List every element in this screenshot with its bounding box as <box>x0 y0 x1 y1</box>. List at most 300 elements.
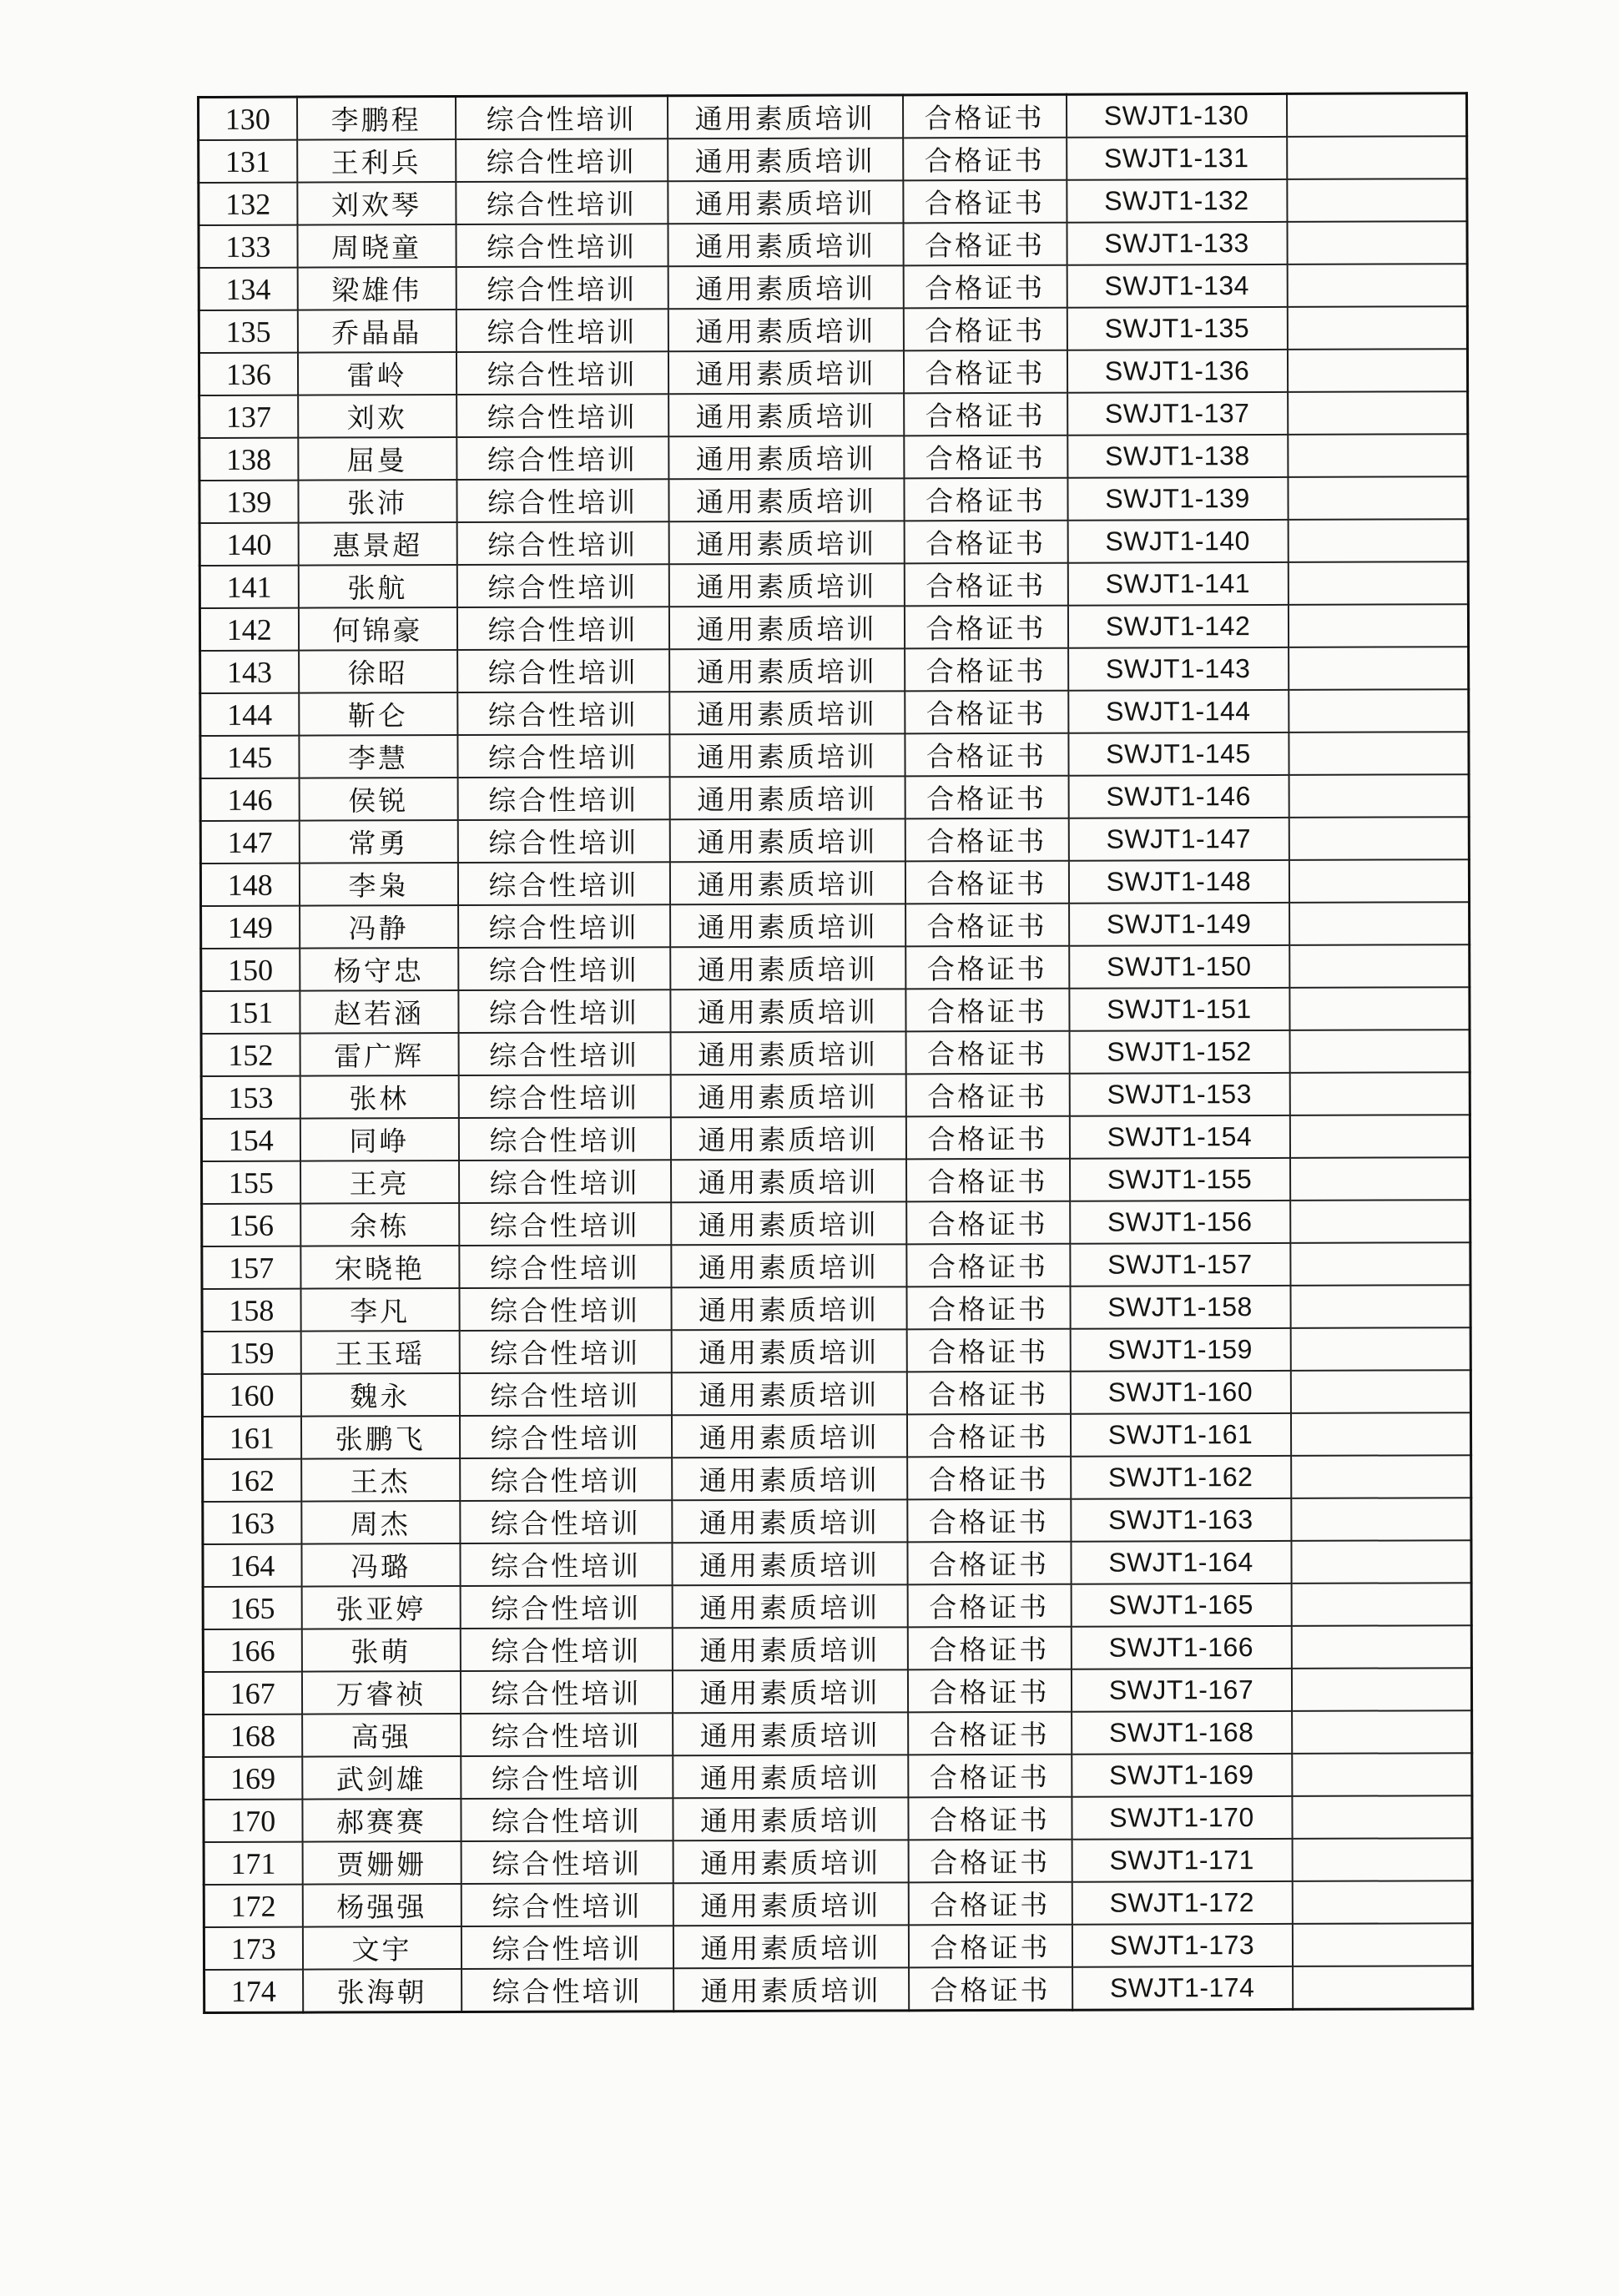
trainee-name: 刘欢琴 <box>297 182 456 225</box>
certificate-code: SWJT1-154 <box>1069 1115 1289 1159</box>
training-type: 综合性培训 <box>456 266 668 310</box>
row-number: 150 <box>201 949 300 991</box>
row-number: 169 <box>204 1757 302 1800</box>
table-row <box>200 817 1469 864</box>
table-row <box>200 732 1469 778</box>
table-row <box>203 1540 1471 1587</box>
row-number: 142 <box>199 608 298 651</box>
table-row <box>200 689 1469 736</box>
certificate-type: 合格证书 <box>905 989 1069 1032</box>
table-row <box>204 1710 1472 1757</box>
certificate-code: SWJT1-152 <box>1069 1030 1289 1074</box>
training-type: 综合性培训 <box>456 521 668 565</box>
training-type: 综合性培训 <box>460 1628 672 1671</box>
row-number: 154 <box>201 1119 300 1161</box>
table-row <box>199 434 1468 481</box>
trainee-name: 侯锐 <box>299 778 457 821</box>
course-name: 通用素质培训 <box>670 1031 905 1075</box>
remarks-cell <box>1290 1370 1470 1413</box>
certificate-type: 合格证书 <box>903 308 1067 351</box>
certificate-code: SWJT1-149 <box>1069 903 1289 946</box>
course-name: 通用素质培训 <box>670 989 905 1032</box>
certificate-type: 合格证书 <box>907 1499 1071 1543</box>
certificate-code: SWJT1-146 <box>1068 775 1289 818</box>
certificate-code: SWJT1-145 <box>1068 733 1289 776</box>
row-number: 166 <box>203 1629 301 1672</box>
certificate-type: 合格证书 <box>906 1329 1070 1372</box>
trainee-name: 屈曼 <box>298 437 456 481</box>
course-name: 通用素质培训 <box>669 691 905 734</box>
training-type: 综合性培训 <box>461 1926 673 1969</box>
remarks-cell <box>1289 647 1469 690</box>
certificate-code: SWJT1-138 <box>1067 435 1288 478</box>
trainee-name: 贾姗姗 <box>302 1841 461 1885</box>
course-name: 通用素质培训 <box>672 1457 907 1500</box>
row-number: 163 <box>203 1502 301 1544</box>
certificate-type: 合格证书 <box>903 138 1067 181</box>
remarks-cell <box>1291 1625 1471 1669</box>
certificate-code: SWJT1-153 <box>1069 1073 1289 1116</box>
trainee-name: 惠景超 <box>298 522 456 566</box>
table-row <box>202 1157 1470 1204</box>
remarks-cell <box>1290 1327 1470 1371</box>
certificate-type: 合格证书 <box>905 733 1068 777</box>
remarks-cell <box>1288 561 1468 605</box>
remarks-cell <box>1290 1200 1470 1243</box>
trainee-name: 武剑雄 <box>302 1756 461 1800</box>
training-type: 综合性培训 <box>459 1160 671 1203</box>
table-row <box>199 93 1467 140</box>
trainee-name: 万睿祯 <box>301 1671 460 1714</box>
remarks-cell <box>1290 1242 1470 1286</box>
remarks-cell <box>1289 732 1469 775</box>
row-number: 164 <box>203 1544 301 1587</box>
row-number: 167 <box>203 1672 301 1714</box>
trainee-name: 李枭 <box>299 863 457 906</box>
table-row <box>200 647 1469 693</box>
certificate-code: SWJT1-131 <box>1067 137 1287 180</box>
row-number: 152 <box>201 1034 300 1076</box>
certificate-type: 合格证书 <box>905 861 1068 904</box>
remarks-cell <box>1289 1072 1470 1115</box>
course-name: 通用素质培训 <box>670 1116 905 1160</box>
training-type: 综合性培训 <box>456 138 668 182</box>
trainee-name: 高强 <box>302 1714 461 1757</box>
course-name: 通用素质培训 <box>669 733 905 777</box>
remarks-cell <box>1293 1966 1473 2009</box>
training-type: 综合性培训 <box>456 309 668 352</box>
course-name: 通用素质培训 <box>672 1499 907 1543</box>
certificate-code: SWJT1-173 <box>1072 1924 1292 1967</box>
certificate-roster-table <box>197 92 1474 2014</box>
certificate-code: SWJT1-142 <box>1067 605 1288 648</box>
certificate-type: 合格证书 <box>904 606 1067 649</box>
table-row <box>203 1455 1471 1502</box>
trainee-name: 冯璐 <box>301 1543 460 1587</box>
training-type: 综合性培训 <box>458 989 670 1033</box>
roster-body <box>199 93 1473 2013</box>
certificate-type: 合格证书 <box>903 223 1067 266</box>
trainee-name: 李慧 <box>299 735 457 778</box>
remarks-cell <box>1289 1030 1470 1073</box>
table-row <box>199 306 1467 353</box>
table-row <box>199 391 1468 438</box>
table-row <box>202 1327 1470 1374</box>
remarks-cell <box>1292 1881 1472 1924</box>
trainee-name: 张亚婷 <box>301 1586 460 1629</box>
certificate-code: SWJT1-134 <box>1067 264 1287 308</box>
certificate-code: SWJT1-150 <box>1069 945 1289 989</box>
row-number: 140 <box>199 523 298 566</box>
row-number: 130 <box>199 97 297 140</box>
row-number: 131 <box>199 140 297 183</box>
certificate-code: SWJT1-167 <box>1071 1669 1291 1712</box>
row-number: 144 <box>200 693 299 736</box>
course-name: 通用素质培训 <box>673 1925 908 1968</box>
certificate-type: 合格证书 <box>905 691 1068 734</box>
row-number: 141 <box>199 566 298 608</box>
certificate-code: SWJT1-141 <box>1067 562 1288 606</box>
certificate-code: SWJT1-164 <box>1071 1541 1291 1584</box>
trainee-name: 张林 <box>300 1075 458 1119</box>
certificate-code: SWJT1-158 <box>1070 1286 1290 1329</box>
training-type: 综合性培训 <box>457 777 669 820</box>
remarks-cell <box>1292 1838 1472 1881</box>
table-row <box>199 349 1467 395</box>
table-row <box>199 519 1468 566</box>
remarks-cell <box>1288 519 1468 562</box>
certificate-type: 合格证书 <box>904 393 1067 436</box>
training-type: 综合性培训 <box>459 1202 671 1246</box>
table-row <box>200 859 1469 906</box>
trainee-name: 李凡 <box>300 1288 459 1332</box>
certificate-code: SWJT1-163 <box>1071 1498 1291 1542</box>
certificate-type: 合格证书 <box>905 776 1068 819</box>
table-row <box>199 561 1468 608</box>
table-row <box>202 1412 1470 1459</box>
course-name: 通用素质培训 <box>668 478 904 521</box>
course-name: 通用素质培训 <box>668 606 904 649</box>
certificate-type: 合格证书 <box>907 1457 1071 1500</box>
row-number: 158 <box>202 1289 300 1332</box>
table-row <box>201 944 1470 991</box>
certificate-code: SWJT1-135 <box>1067 307 1287 350</box>
training-type: 综合性培训 <box>458 1032 670 1075</box>
trainee-name: 郝赛赛 <box>302 1799 461 1842</box>
course-name: 通用素质培训 <box>670 904 905 947</box>
certificate-type: 合格证书 <box>908 1882 1072 1926</box>
remarks-cell <box>1289 1115 1470 1158</box>
certificate-code: SWJT1-160 <box>1070 1371 1290 1414</box>
remarks-cell <box>1289 774 1469 818</box>
certificate-type: 合格证书 <box>903 265 1067 309</box>
course-name: 通用素质培训 <box>671 1244 906 1287</box>
table-row <box>199 136 1467 183</box>
training-type: 综合性培训 <box>459 1330 671 1373</box>
trainee-name: 王玉瑶 <box>300 1331 459 1374</box>
training-type: 综合性培训 <box>456 181 668 224</box>
training-type: 综合性培训 <box>459 1415 671 1458</box>
trainee-name: 张萌 <box>301 1629 460 1672</box>
row-number: 151 <box>201 991 300 1034</box>
certificate-code: SWJT1-143 <box>1068 647 1289 691</box>
training-type: 综合性培训 <box>456 564 668 607</box>
trainee-name: 魏永 <box>300 1373 459 1417</box>
training-type: 综合性培训 <box>456 394 668 437</box>
row-number: 156 <box>202 1204 300 1246</box>
training-type: 综合性培训 <box>460 1458 672 1501</box>
course-name: 通用素质培训 <box>670 946 905 989</box>
course-name: 通用素质培训 <box>669 818 905 862</box>
training-type: 综合性培训 <box>460 1500 672 1543</box>
certificate-code: SWJT1-162 <box>1071 1456 1291 1499</box>
training-type: 综合性培训 <box>461 1968 673 2012</box>
certificate-type: 合格证书 <box>905 904 1069 947</box>
course-name: 通用素质培训 <box>671 1201 906 1245</box>
certificate-type: 合格证书 <box>908 1925 1072 1968</box>
certificate-code: SWJT1-174 <box>1072 1966 1293 2010</box>
trainee-name: 雷广辉 <box>300 1033 458 1076</box>
training-type: 综合性培训 <box>456 96 668 139</box>
training-type: 综合性培训 <box>460 1543 672 1586</box>
remarks-cell <box>1291 1455 1471 1498</box>
training-type: 综合性培训 <box>461 1840 673 1884</box>
table-row <box>202 1242 1470 1289</box>
trainee-name: 梁雄伟 <box>297 267 456 310</box>
remarks-cell <box>1288 391 1468 435</box>
trainee-name: 雷岭 <box>297 352 456 395</box>
course-name: 通用素质培训 <box>673 1967 909 2011</box>
row-number: 137 <box>199 395 298 438</box>
certificate-code: SWJT1-148 <box>1068 860 1289 904</box>
certificate-type: 合格证书 <box>905 1074 1069 1117</box>
certificate-code: SWJT1-140 <box>1067 520 1288 563</box>
training-type: 综合性培训 <box>461 1755 673 1799</box>
course-name: 通用素质培训 <box>672 1584 907 1628</box>
document-sheet <box>197 92 1471 2014</box>
row-number: 160 <box>202 1374 300 1417</box>
course-name: 通用素质培训 <box>669 776 905 819</box>
remarks-cell <box>1292 1710 1472 1754</box>
trainee-name: 靳仑 <box>299 692 457 736</box>
row-number: 132 <box>199 183 297 225</box>
trainee-name: 杨强强 <box>302 1884 461 1927</box>
row-number: 139 <box>199 481 298 523</box>
course-name: 通用素质培训 <box>673 1712 908 1755</box>
table-row <box>199 476 1468 523</box>
remarks-cell <box>1289 902 1470 945</box>
certificate-code: SWJT1-170 <box>1072 1796 1292 1840</box>
course-name: 通用素质培训 <box>668 138 903 181</box>
training-type: 综合性培训 <box>460 1670 672 1714</box>
certificate-type: 合格证书 <box>906 1159 1070 1202</box>
row-number: 161 <box>202 1417 300 1459</box>
remarks-cell <box>1287 264 1467 307</box>
trainee-name: 张海朝 <box>303 1969 461 2012</box>
certificate-code: SWJT1-155 <box>1070 1158 1290 1201</box>
certificate-code: SWJT1-151 <box>1069 988 1289 1031</box>
trainee-name: 何锦豪 <box>298 607 456 651</box>
course-name: 通用素质培训 <box>668 180 903 224</box>
remarks-cell <box>1290 1157 1470 1201</box>
course-name: 通用素质培训 <box>672 1627 907 1670</box>
training-type: 综合性培训 <box>456 351 668 395</box>
course-name: 通用素质培训 <box>669 861 905 904</box>
certificate-type: 合格证书 <box>903 350 1067 394</box>
course-name: 通用素质培训 <box>668 521 904 564</box>
training-type: 综合性培训 <box>461 1883 673 1926</box>
course-name: 通用素质培训 <box>671 1414 906 1458</box>
row-number: 155 <box>202 1161 300 1204</box>
remarks-cell <box>1289 944 1470 988</box>
course-name: 通用素质培训 <box>673 1797 908 1840</box>
course-name: 通用素质培训 <box>671 1286 906 1330</box>
trainee-name: 张沛 <box>298 480 456 523</box>
certificate-code: SWJT1-171 <box>1072 1839 1292 1882</box>
certificate-type: 合格证书 <box>906 1372 1070 1415</box>
certificate-code: SWJT1-172 <box>1072 1881 1292 1925</box>
certificate-code: SWJT1-139 <box>1067 477 1288 521</box>
row-number: 168 <box>204 1714 302 1757</box>
row-number: 174 <box>204 1970 303 2013</box>
training-type: 综合性培训 <box>457 649 669 692</box>
training-type: 综合性培训 <box>459 1245 671 1288</box>
training-type: 综合性培训 <box>457 819 669 863</box>
row-number: 143 <box>200 651 299 693</box>
trainee-name: 乔晶晶 <box>297 310 456 353</box>
row-number: 135 <box>199 310 297 353</box>
table-row <box>201 1115 1470 1161</box>
trainee-name: 王亮 <box>300 1161 459 1204</box>
table-row <box>204 1753 1472 1800</box>
remarks-cell <box>1289 689 1469 733</box>
training-type: 综合性培训 <box>458 904 670 948</box>
training-type: 综合性培训 <box>458 947 670 990</box>
certificate-code: SWJT1-133 <box>1067 222 1287 265</box>
row-number: 170 <box>204 1800 302 1842</box>
certificate-type: 合格证书 <box>906 1286 1070 1330</box>
table-row <box>202 1200 1470 1246</box>
row-number: 153 <box>201 1076 300 1119</box>
certificate-type: 合格证书 <box>904 521 1067 564</box>
course-name: 通用素质培训 <box>673 1755 908 1798</box>
table-row <box>201 902 1470 949</box>
table-row <box>204 1838 1472 1885</box>
trainee-name: 刘欢 <box>298 395 456 438</box>
training-type: 综合性培训 <box>457 734 669 778</box>
certificate-type: 合格证书 <box>907 1669 1071 1713</box>
certificate-type: 合格证书 <box>903 94 1067 138</box>
trainee-name: 周杰 <box>301 1501 460 1544</box>
row-number: 172 <box>204 1885 302 1927</box>
row-number: 133 <box>199 225 297 268</box>
table-row <box>199 264 1467 310</box>
certificate-code: SWJT1-168 <box>1072 1711 1292 1755</box>
certificate-type: 合格证书 <box>904 478 1067 521</box>
table-row <box>204 1881 1472 1927</box>
course-name: 通用素质培训 <box>670 1074 905 1117</box>
certificate-type: 合格证书 <box>903 180 1067 224</box>
trainee-name: 冯静 <box>300 905 458 949</box>
training-type: 综合性培训 <box>461 1798 673 1841</box>
table-row <box>201 1072 1470 1119</box>
row-number: 157 <box>202 1246 300 1289</box>
certificate-code: SWJT1-137 <box>1067 392 1288 436</box>
row-number: 138 <box>199 438 298 481</box>
remarks-cell <box>1288 604 1468 647</box>
row-number: 171 <box>204 1842 302 1885</box>
certificate-code: SWJT1-136 <box>1067 350 1287 393</box>
row-number: 173 <box>204 1927 302 1970</box>
certificate-type: 合格证书 <box>905 648 1068 692</box>
course-name: 通用素质培训 <box>671 1159 906 1202</box>
remarks-cell <box>1286 93 1466 137</box>
certificate-code: SWJT1-156 <box>1070 1201 1290 1244</box>
remarks-cell <box>1287 306 1467 350</box>
row-number: 149 <box>201 906 300 949</box>
table-row <box>199 604 1468 651</box>
row-number: 165 <box>203 1587 301 1629</box>
training-type: 综合性培训 <box>457 692 669 735</box>
table-row <box>203 1498 1471 1544</box>
remarks-cell <box>1291 1583 1471 1626</box>
trainee-name: 文宇 <box>302 1926 461 1970</box>
remarks-cell <box>1290 1412 1470 1456</box>
table-row <box>203 1583 1471 1629</box>
trainee-name: 常勇 <box>299 820 457 864</box>
trainee-name: 王利兵 <box>297 139 456 183</box>
row-number: 134 <box>199 268 297 310</box>
trainee-name: 周晓童 <box>297 224 456 268</box>
remarks-cell <box>1289 987 1470 1030</box>
certificate-type: 合格证书 <box>905 1116 1069 1160</box>
training-type: 综合性培训 <box>460 1585 672 1629</box>
training-type: 综合性培训 <box>458 1075 670 1118</box>
remarks-cell <box>1290 1285 1470 1328</box>
row-number: 136 <box>199 353 297 395</box>
remarks-cell <box>1291 1498 1471 1541</box>
course-name: 通用素质培训 <box>668 223 903 266</box>
table-row <box>204 1966 1473 2012</box>
table-row <box>203 1625 1471 1672</box>
certificate-type: 合格证书 <box>908 1712 1072 1755</box>
course-name: 通用素质培训 <box>668 265 903 309</box>
table-row <box>201 987 1470 1034</box>
row-number: 148 <box>200 864 299 906</box>
certificate-type: 合格证书 <box>905 818 1068 862</box>
remarks-cell <box>1288 476 1468 520</box>
certificate-type: 合格证书 <box>906 1201 1070 1245</box>
row-number: 159 <box>202 1332 300 1374</box>
trainee-name: 杨守忠 <box>300 948 458 991</box>
course-name: 通用素质培训 <box>673 1840 908 1883</box>
course-name: 通用素质培训 <box>672 1669 907 1713</box>
certificate-type: 合格证书 <box>907 1627 1071 1670</box>
course-name: 通用素质培训 <box>668 436 904 479</box>
course-name: 通用素质培训 <box>672 1542 907 1585</box>
training-type: 综合性培训 <box>456 607 668 650</box>
certificate-code: SWJT1-169 <box>1072 1754 1292 1797</box>
trainee-name: 李鹏程 <box>297 97 456 140</box>
certificate-code: SWJT1-132 <box>1067 179 1287 223</box>
trainee-name: 张航 <box>298 565 456 608</box>
certificate-code: SWJT1-159 <box>1070 1328 1290 1372</box>
training-type: 综合性培训 <box>457 862 669 905</box>
remarks-cell <box>1292 1923 1472 1966</box>
certificate-type: 合格证书 <box>908 1755 1072 1798</box>
trainee-name: 余栋 <box>300 1203 459 1246</box>
remarks-cell <box>1291 1668 1471 1711</box>
